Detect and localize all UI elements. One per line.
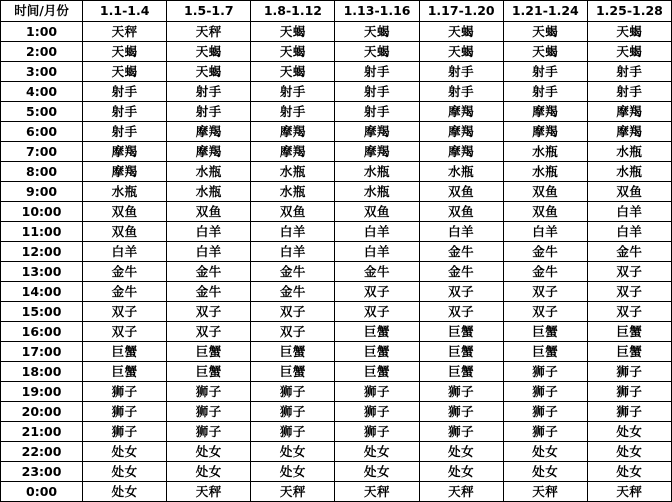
sign-cell: 天秤: [587, 482, 671, 502]
sign-cell: 摩羯: [503, 122, 587, 142]
sign-cell: 白羊: [503, 222, 587, 242]
sign-cell: 处女: [83, 442, 167, 462]
column-header-5: 1.17-1.20: [419, 1, 503, 22]
sign-cell: 白羊: [335, 222, 419, 242]
sign-cell: 处女: [503, 442, 587, 462]
sign-cell: 金牛: [587, 242, 671, 262]
sign-cell: 巨蟹: [83, 342, 167, 362]
header-row: [1, 1, 672, 22]
sign-cell: 双子: [503, 302, 587, 322]
sign-cell: 天秤: [83, 22, 167, 42]
row-header-time: 9:00: [1, 182, 83, 202]
sign-cell: 狮子: [503, 422, 587, 442]
sign-cell: 水瓶: [335, 182, 419, 202]
table-row: [1, 202, 672, 222]
sign-cell: 巨蟹: [251, 342, 335, 362]
sign-cell: 处女: [251, 462, 335, 482]
sign-cell: 金牛: [83, 262, 167, 282]
sign-cell: 巨蟹: [419, 322, 503, 342]
sign-cell: 双子: [251, 322, 335, 342]
sign-cell: 双子: [335, 302, 419, 322]
sign-cell: 射手: [587, 82, 671, 102]
row-header-time: 0:00: [1, 482, 83, 502]
sign-cell: 天蝎: [83, 62, 167, 82]
row-header-time: 10:00: [1, 202, 83, 222]
sign-cell: 白羊: [587, 222, 671, 242]
row-header-time: 16:00: [1, 322, 83, 342]
sign-cell: 金牛: [419, 262, 503, 282]
table-row: [1, 342, 672, 362]
table-row: [1, 242, 672, 262]
sign-cell: 天蝎: [587, 42, 671, 62]
sign-cell: 双子: [587, 282, 671, 302]
sign-cell: 射手: [167, 82, 251, 102]
sign-cell: 双子: [587, 262, 671, 282]
sign-cell: 双鱼: [251, 202, 335, 222]
sign-cell: 处女: [335, 442, 419, 462]
table-row: [1, 182, 672, 202]
sign-cell: 天蝎: [419, 42, 503, 62]
sign-cell: 巨蟹: [167, 342, 251, 362]
sign-cell: 天蝎: [167, 62, 251, 82]
sign-cell: 射手: [251, 82, 335, 102]
table-row: [1, 462, 672, 482]
row-header-time: 22:00: [1, 442, 83, 462]
sign-cell: 双鱼: [419, 182, 503, 202]
table-row: [1, 402, 672, 422]
sign-cell: 巨蟹: [503, 342, 587, 362]
sign-cell: 白羊: [419, 222, 503, 242]
sign-cell: 白羊: [83, 242, 167, 262]
sign-cell: 双子: [419, 302, 503, 322]
sign-cell: 天蝎: [335, 22, 419, 42]
table-row: [1, 102, 672, 122]
row-header-time: 8:00: [1, 162, 83, 182]
row-header-time: 6:00: [1, 122, 83, 142]
sign-cell: 摩羯: [419, 142, 503, 162]
table-row: [1, 422, 672, 442]
sign-cell: 天蝎: [167, 42, 251, 62]
sign-cell: 金牛: [251, 262, 335, 282]
sign-cell: 巨蟹: [251, 362, 335, 382]
sign-cell: 天秤: [251, 482, 335, 502]
sign-cell: 射手: [503, 82, 587, 102]
sign-cell: 水瓶: [419, 162, 503, 182]
table-body: [1, 22, 672, 502]
sign-cell: 狮子: [335, 382, 419, 402]
row-header-time: 5:00: [1, 102, 83, 122]
sign-cell: 摩羯: [335, 122, 419, 142]
sign-cell: 双子: [83, 302, 167, 322]
sign-cell: 水瓶: [503, 162, 587, 182]
sign-cell: 摩羯: [587, 102, 671, 122]
sign-cell: 金牛: [419, 242, 503, 262]
row-header-time: 13:00: [1, 262, 83, 282]
sign-cell: 白羊: [587, 202, 671, 222]
sign-cell: 水瓶: [587, 142, 671, 162]
sign-cell: 狮子: [335, 402, 419, 422]
sign-cell: 天蝎: [251, 22, 335, 42]
sign-cell: 巨蟹: [167, 362, 251, 382]
sign-cell: 摩羯: [83, 142, 167, 162]
column-header-7: 1.25-1.28: [587, 1, 671, 22]
sign-cell: 巨蟹: [335, 322, 419, 342]
sign-cell: 双鱼: [335, 202, 419, 222]
sign-cell: 双子: [335, 282, 419, 302]
row-header-time: 14:00: [1, 282, 83, 302]
row-header-time: 20:00: [1, 402, 83, 422]
sign-cell: 天秤: [167, 482, 251, 502]
sign-cell: 金牛: [251, 282, 335, 302]
table-row: [1, 322, 672, 342]
row-header-time: 23:00: [1, 462, 83, 482]
row-header-time: 17:00: [1, 342, 83, 362]
sign-cell: 双子: [503, 282, 587, 302]
sign-cell: 射手: [83, 122, 167, 142]
sign-cell: 双子: [419, 282, 503, 302]
sign-cell: 狮子: [419, 422, 503, 442]
sign-cell: 天蝎: [503, 42, 587, 62]
sign-cell: 水瓶: [167, 182, 251, 202]
sign-cell: 金牛: [503, 242, 587, 262]
sign-cell: 射手: [167, 102, 251, 122]
sign-cell: 狮子: [167, 382, 251, 402]
sign-cell: 狮子: [503, 382, 587, 402]
table-row: [1, 62, 672, 82]
sign-cell: 金牛: [503, 262, 587, 282]
sign-cell: 狮子: [83, 402, 167, 422]
sign-cell: 狮子: [251, 422, 335, 442]
row-header-time: 4:00: [1, 82, 83, 102]
sign-cell: 水瓶: [335, 162, 419, 182]
sign-cell: 巨蟹: [335, 342, 419, 362]
sign-cell: 处女: [419, 462, 503, 482]
table-row: [1, 382, 672, 402]
sign-cell: 狮子: [335, 422, 419, 442]
sign-cell: 射手: [83, 102, 167, 122]
sign-cell: 天蝎: [251, 42, 335, 62]
sign-cell: 处女: [587, 422, 671, 442]
sign-cell: 摩羯: [83, 162, 167, 182]
sign-cell: 狮子: [251, 382, 335, 402]
sign-cell: 双子: [83, 322, 167, 342]
sign-cell: 狮子: [587, 362, 671, 382]
sign-cell: 射手: [503, 62, 587, 82]
sign-cell: 天蝎: [335, 42, 419, 62]
table-row: [1, 122, 672, 142]
sign-cell: 摩羯: [335, 142, 419, 162]
sign-cell: 射手: [587, 62, 671, 82]
sign-cell: 巨蟹: [83, 362, 167, 382]
sign-cell: 巨蟹: [419, 342, 503, 362]
row-header-time: 15:00: [1, 302, 83, 322]
sign-cell: 巨蟹: [335, 362, 419, 382]
sign-cell: 双鱼: [587, 182, 671, 202]
table-header: [1, 1, 672, 22]
sign-cell: 狮子: [83, 382, 167, 402]
sign-cell: 巨蟹: [419, 362, 503, 382]
sign-cell: 双子: [167, 322, 251, 342]
table-row: [1, 302, 672, 322]
sign-cell: 天蝎: [251, 62, 335, 82]
sign-cell: 处女: [335, 462, 419, 482]
corner-header: 时间/月份: [1, 1, 83, 22]
sign-cell: 天蝎: [503, 22, 587, 42]
sign-cell: 天蝎: [419, 22, 503, 42]
sign-cell: 白羊: [251, 222, 335, 242]
sign-cell: 双鱼: [419, 202, 503, 222]
row-header-time: 12:00: [1, 242, 83, 262]
sign-cell: 摩羯: [503, 102, 587, 122]
sign-cell: 处女: [83, 462, 167, 482]
sign-cell: 巨蟹: [587, 322, 671, 342]
column-header-6: 1.21-1.24: [503, 1, 587, 22]
row-header-time: 21:00: [1, 422, 83, 442]
row-header-time: 2:00: [1, 42, 83, 62]
sign-cell: 双鱼: [503, 202, 587, 222]
row-header-time: 19:00: [1, 382, 83, 402]
sign-cell: 水瓶: [167, 162, 251, 182]
sign-cell: 金牛: [167, 262, 251, 282]
sign-cell: 白羊: [251, 242, 335, 262]
sign-cell: 处女: [167, 442, 251, 462]
sign-cell: 处女: [83, 482, 167, 502]
sign-cell: 天秤: [419, 482, 503, 502]
sign-cell: 狮子: [419, 382, 503, 402]
sign-cell: 双子: [167, 302, 251, 322]
sign-cell: 摩羯: [167, 122, 251, 142]
sign-cell: 双子: [251, 302, 335, 322]
row-header-time: 7:00: [1, 142, 83, 162]
table-row: [1, 42, 672, 62]
sign-cell: 狮子: [587, 402, 671, 422]
row-header-time: 3:00: [1, 62, 83, 82]
sign-cell: 狮子: [167, 402, 251, 422]
sign-cell: 摩羯: [419, 122, 503, 142]
sign-cell: 双鱼: [83, 202, 167, 222]
sign-cell: 天秤: [335, 482, 419, 502]
sign-cell: 狮子: [587, 382, 671, 402]
table-row: [1, 82, 672, 102]
sign-cell: 天秤: [167, 22, 251, 42]
column-header-2: 1.5-1.7: [167, 1, 251, 22]
row-header-time: 18:00: [1, 362, 83, 382]
sign-cell: 水瓶: [251, 162, 335, 182]
sign-cell: 水瓶: [83, 182, 167, 202]
column-header-1: 1.1-1.4: [83, 1, 167, 22]
sign-cell: 摩羯: [251, 122, 335, 142]
sign-cell: 双鱼: [503, 182, 587, 202]
sign-cell: 处女: [587, 462, 671, 482]
table-row: [1, 222, 672, 242]
sign-cell: 射手: [419, 82, 503, 102]
sign-cell: 金牛: [167, 282, 251, 302]
sign-cell: 水瓶: [503, 142, 587, 162]
sign-cell: 处女: [587, 442, 671, 462]
sign-cell: 摩羯: [587, 122, 671, 142]
sign-cell: 处女: [419, 442, 503, 462]
sign-cell: 双鱼: [167, 202, 251, 222]
table-row: [1, 282, 672, 302]
sign-cell: 狮子: [503, 362, 587, 382]
column-header-4: 1.13-1.16: [335, 1, 419, 22]
sign-cell: 白羊: [335, 242, 419, 262]
sign-cell: 射手: [335, 82, 419, 102]
sign-cell: 天蝎: [587, 22, 671, 42]
sign-cell: 天秤: [503, 482, 587, 502]
column-header-3: 1.8-1.12: [251, 1, 335, 22]
row-header-time: 11:00: [1, 222, 83, 242]
sign-cell: 金牛: [83, 282, 167, 302]
table-row: [1, 362, 672, 382]
sign-cell: 摩羯: [419, 102, 503, 122]
sign-cell: 摩羯: [167, 142, 251, 162]
sign-cell: 狮子: [503, 402, 587, 422]
sign-cell: 射手: [419, 62, 503, 82]
table-row: [1, 22, 672, 42]
sign-cell: 水瓶: [587, 162, 671, 182]
sign-cell: 水瓶: [251, 182, 335, 202]
table-row: [1, 262, 672, 282]
sign-cell: 处女: [167, 462, 251, 482]
sign-cell: 处女: [503, 462, 587, 482]
sign-cell: 狮子: [251, 402, 335, 422]
sign-cell: 狮子: [419, 402, 503, 422]
sign-cell: 白羊: [167, 222, 251, 242]
sign-cell: 摩羯: [251, 142, 335, 162]
sign-cell: 狮子: [83, 422, 167, 442]
sign-cell: 巨蟹: [587, 342, 671, 362]
sign-cell: 巨蟹: [503, 322, 587, 342]
table-row: [1, 162, 672, 182]
sign-cell: 射手: [335, 102, 419, 122]
sign-cell: 双鱼: [83, 222, 167, 242]
sign-cell: 双子: [587, 302, 671, 322]
table-row: [1, 142, 672, 162]
sign-cell: 射手: [335, 62, 419, 82]
sign-cell: 金牛: [335, 262, 419, 282]
row-header-time: 1:00: [1, 22, 83, 42]
sign-cell: 天蝎: [83, 42, 167, 62]
sign-cell: 射手: [83, 82, 167, 102]
table-row: [1, 442, 672, 462]
sign-cell: 射手: [251, 102, 335, 122]
table-row: [1, 482, 672, 502]
sign-cell: 处女: [251, 442, 335, 462]
sign-cell: 白羊: [167, 242, 251, 262]
sign-cell: 狮子: [167, 422, 251, 442]
